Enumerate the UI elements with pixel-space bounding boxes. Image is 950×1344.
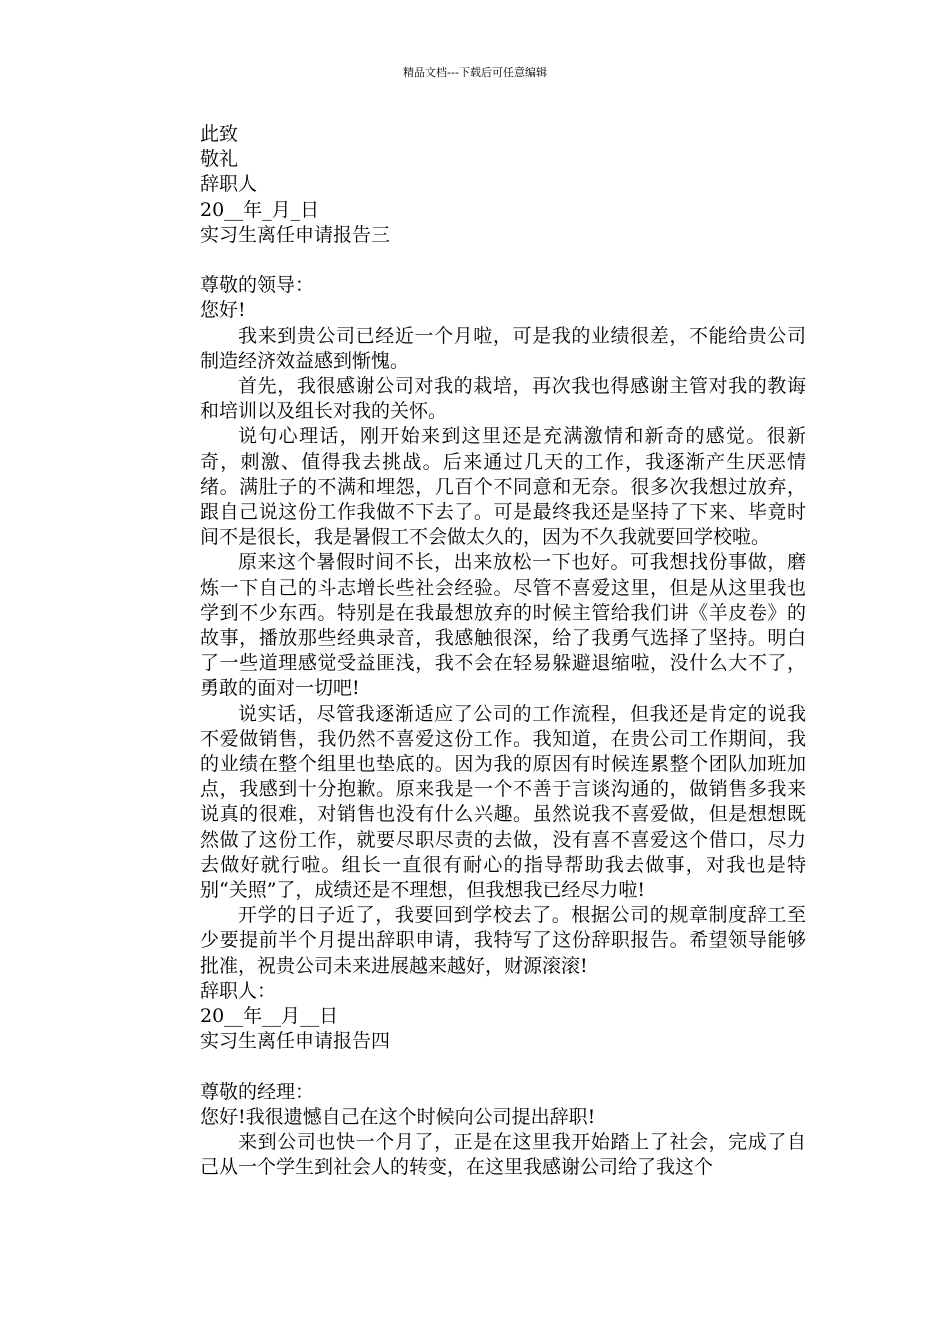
report4-paragraph: 来到公司也快一个月了，正是在这里我开始踏上了社会，完成了自己从一个学生到社会人的转变，在这里我感谢公司给了我这个 <box>200 1130 806 1179</box>
report4-greeting: 您好!我很遗憾自己在这个时候向公司提出辞职! <box>200 1105 596 1128</box>
page-header: 精品文档---下载后可任意编辑 <box>403 66 547 79</box>
document-body <box>200 122 806 1180</box>
closing-signer: 辞职人 <box>200 173 258 196</box>
report4-title: 实习生离任申请报告四 <box>200 1030 391 1053</box>
report3-paragraph: 首先，我很感谢公司对我的栽培，再次我也得感谢主管对我的教诲和培训以及组长对我的关怀。 <box>200 374 806 423</box>
report3-paragraph: 我来到贵公司已经近一个月啦，可是我的业绩很差，不能给贵公司制造经济效益感到惭愧。 <box>200 324 806 372</box>
closing-cizhi: 此致 <box>200 123 239 145</box>
report3-paragraph: 原来这个暑假时间不长，出来放松一下也好。可我想找份事做，磨炼一下自己的斗志增长些社会经验。尽管不喜爱这里，但是从这里我也学到不少东西。特别是在我最想放弃的时候主管给我们讲《羊皮卷》的故事，播放那些经典录音，我感触很深，给了我勇气选择了坚持。明白了一些道理感觉受益匪浅，我不会在轻易躲避退缩啦，没什么大不了，勇敢的面对一切吧! <box>200 551 806 700</box>
report3-date: 20__年__月__日 <box>200 1004 339 1027</box>
report3-greeting: 您好! <box>200 299 246 322</box>
closing-jingli: 敬礼 <box>200 148 239 171</box>
report3-salutation: 尊敬的领导： <box>200 274 315 297</box>
report3-paragraph: 说句心理话，刚开始来到这里还是充满激情和新奇的感觉。很新奇，刺激、值得我去挑战。后来通过几天的工作，我逐渐产生厌恶情绪。满肚子的不满和埋怨，几百个不同意和无奈。很多次我想过放弃，跟自己说这份工作我做不下去了。可是最终我还是坚持了下来、毕竟时间不是很长，我是暑假工不会做太久的，因为不久我就要回学校啦。 <box>200 425 806 549</box>
report4-salutation: 尊敬的经理： <box>200 1080 315 1103</box>
report3-paragraph: 开学的日子近了，我要回到学校去了。根据公司的规章制度辞工至少要提前半个月提出辞职申请，我特写了这份辞职报告。希望领导能够批准，祝贵公司未来进展越来越好，财源滚滚! <box>200 904 806 977</box>
report3-title: 实习生离任申请报告三 <box>200 223 391 246</box>
report3-paragraph: 说实话，尽管我逐渐适应了公司的工作流程，但我还是肯定的说我不爱做销售，我仍然不喜爱这份工作。我知道，在贵公司工作期间，我的业绩在整个组里也垫底的。因为我的原因有时候连累整个团队加班加点，我感到十分抱歉。原来我是一个不善于言谈沟通的，做销售多我来说真的很难，对销售也没有什么兴趣。虽然说我不喜爱做，但是想想既然做了这份工作，就要尽职尽责的去做，没有喜不喜爱这个借口，尽力去做好就行啦。组长一直很有耐心的指导帮助我去做事，对我也是特别“关照”了，成绩还是不理想，但我想我已经尽力啦! <box>200 702 806 901</box>
blank-line <box>200 248 806 273</box>
report3-signer: 辞职人： <box>200 979 277 1002</box>
blank-line <box>200 1054 806 1079</box>
closing-date: 20__年_月_日 <box>200 198 320 221</box>
